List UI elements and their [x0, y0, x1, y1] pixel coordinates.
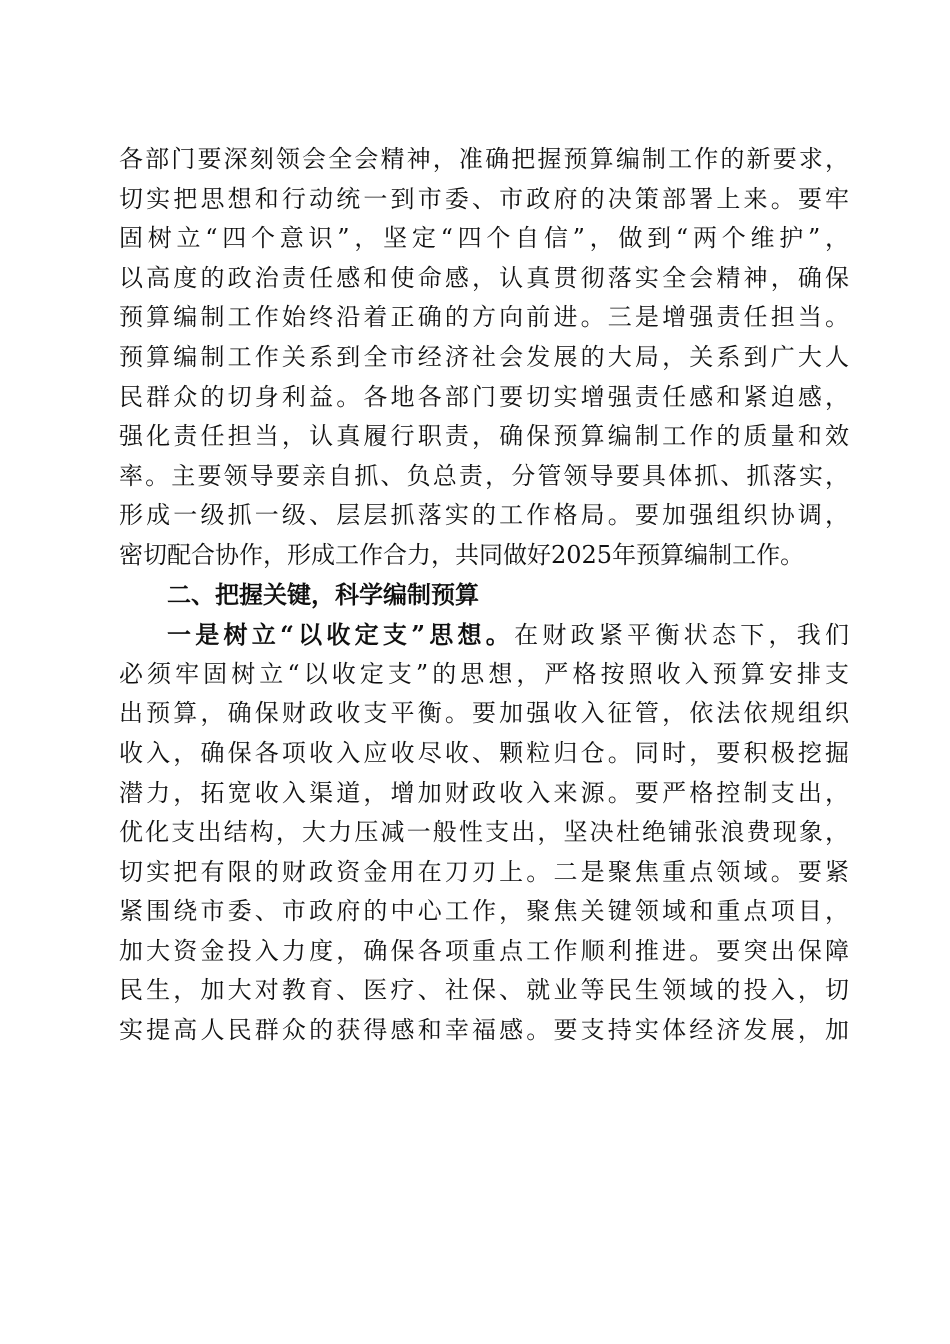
text-line: 实提高人民群众的获得感和幸福感。要支持实体经济发展，加	[119, 1016, 849, 1045]
text-line: 固树立“四个意识”，坚定“四个自信”，做到“两个维护”，	[119, 224, 849, 253]
text-line: 加大资金投入力度，确保各项重点工作顺利推进。要突出保障	[119, 936, 849, 965]
text-line: 必须牢固树立“以收定支”的思想，严格按照收入预算安排支	[119, 659, 849, 688]
text-line: 潜力，拓宽收入渠道，增加财政收入来源。要严格控制支出，	[119, 778, 849, 807]
text-line: 民生，加大对教育、医疗、社保、就业等民生领域的投入，切	[119, 976, 849, 1005]
paragraph	[119, 615, 849, 1051]
text-line: 优化支出结构，大力压减一般性支出，坚决杜绝铺张浪费现象，	[119, 818, 849, 847]
text-line: 收入，确保各项收入应收尽收、颗粒归仓。同时，要积极挖掘	[119, 738, 849, 767]
text-line: 民群众的切身利益。各地各部门要切实增强责任感和紧迫感，	[119, 382, 849, 411]
lead-rest-text: 在财政紧平衡状态下，我们	[514, 621, 850, 650]
text-line: 预算编制工作始终沿着正确的方向前进。三是增强责任担当。	[119, 303, 849, 332]
section-heading: 二、把握关键，科学编制预算	[167, 580, 479, 609]
paragraph	[119, 140, 849, 576]
text-line: 各部门要深刻领会全会精神，准确把握预算编制工作的新要求，	[119, 145, 849, 173]
document-body	[119, 140, 849, 1051]
text-line: 强化责任担当，认真履行职责，确保预算编制工作的质量和效	[119, 422, 849, 451]
text-line: 切实把有限的财政资金用在刀刃上。二是聚焦重点领域。要紧	[119, 857, 849, 886]
text-line: 紧围绕市委、市政府的中心工作，聚焦关键领域和重点项目，	[119, 897, 849, 926]
text-line: 切实把思想和行动统一到市委、市政府的决策部署上来。要牢	[119, 184, 849, 213]
text-line: 预算编制工作关系到全市经济社会发展的大局，关系到广大人	[119, 342, 849, 371]
text-line: 密切配合协作，形成工作合力，共同做好2025年预算编制工作。	[119, 540, 805, 569]
text-line: 出预算，确保财政收支平衡。要加强收入征管，依法依规组织	[119, 699, 849, 728]
text-line: 率。主要领导要亲自抓、负总责，分管领导要具体抓、抓落实，	[119, 461, 849, 490]
text-line: 形成一级抓一级、层层抓落实的工作格局。要加强组织协调，	[119, 501, 849, 530]
text-line	[119, 615, 849, 655]
text-line: 以高度的政治责任感和使命感，认真贯彻落实全会精神，确保	[119, 263, 849, 292]
bold-lead-text: 一是树立“以收定支”思想。	[167, 620, 515, 650]
